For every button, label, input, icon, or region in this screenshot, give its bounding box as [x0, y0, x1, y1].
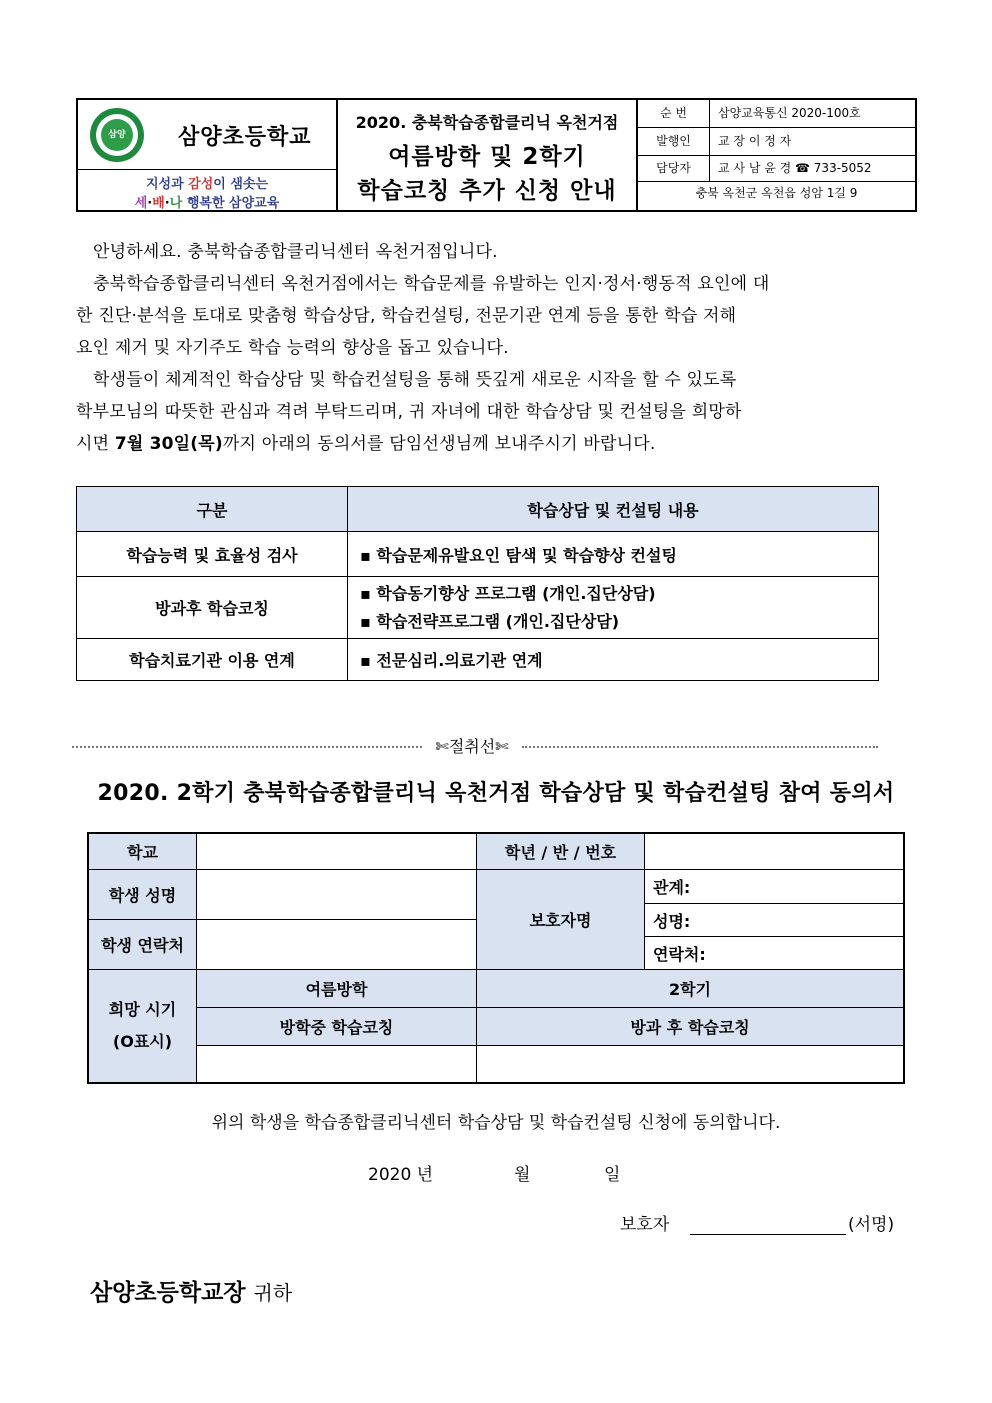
meta-row-manager — [638, 156, 915, 182]
consent-form — [87, 832, 905, 1084]
row-content: ▪ 전문심리.의료기관 연계 — [348, 639, 879, 681]
meta-row-publisher — [638, 128, 915, 156]
meta-value: 교 사 남 윤 경 ☎ 733-5052 — [718, 161, 872, 175]
student-contact-label: 학생 연락처 — [89, 920, 197, 970]
table-row — [77, 577, 879, 639]
meta-row-number — [638, 100, 915, 128]
meta-label: 발행인 — [638, 128, 710, 155]
row-content: ▪ 학습문제유발요인 탐색 및 학습향상 컨설팅 — [348, 532, 879, 577]
row-content — [348, 577, 879, 639]
school-address: 충북 옥천군 옥천읍 성암 1길 9 — [695, 186, 858, 200]
second-semester-label: 2학기 — [477, 970, 903, 1008]
school-field[interactable] — [197, 834, 477, 870]
motto-se: 세 — [134, 196, 148, 211]
text-segment: 까지 아래의 동의서를 담임선생님께 보내주시기 바랍니다. — [222, 434, 656, 454]
summer-vacation-label: 여름방학 — [197, 970, 477, 1008]
grade-class-number-label: 학년 / 반 / 번호 — [477, 834, 645, 870]
guardian-name-field[interactable]: 성명: — [645, 904, 903, 937]
motto-line-1 — [78, 173, 336, 192]
vacation-coaching-label: 방학중 학습코칭 — [197, 1008, 477, 1046]
paragraph-1-line-2: 한 진단·분석을 토대로 맞춤형 학습상담, 학습컨설팅, 전문기관 연계 등을 통한 학습 저해 — [76, 306, 737, 326]
motto-tail: 이 샘솟는 — [213, 177, 269, 192]
consent-form-title: 2020. 2학기 충북학습종합클리닉 옥천거점 학습상담 및 학습컨설팅 참여 동의서 — [97, 781, 895, 806]
after-school-coaching-label: 방과 후 학습코칭 — [477, 1008, 903, 1046]
date-month: 월 — [514, 1165, 531, 1185]
meta-value: 교 장 이 정 자 — [718, 134, 792, 148]
after-school-coaching-mark-field[interactable] — [477, 1046, 903, 1082]
emblem-text: 삼양 — [108, 130, 126, 140]
motto-connector: 과 — [171, 177, 189, 192]
title-line-2: 여름방학 및 2학기 — [388, 144, 586, 170]
student-contact-field[interactable] — [197, 920, 477, 970]
title-block — [338, 100, 638, 210]
table-row — [77, 639, 879, 681]
paragraph-2-line-1: 학생들이 체계적인 학습상담 및 학습컨설팅을 통해 뜻깊게 새로운 시작을 할 수 있도록 — [93, 370, 737, 390]
signature-mark: (서명) — [848, 1215, 895, 1235]
date-year: 2020 년 — [368, 1165, 434, 1185]
guardian-label: 보호자명 — [477, 870, 645, 970]
guardian-relation-field[interactable]: 관계: — [645, 870, 903, 904]
title-line-1: 2020. 충북학습종합클리닉 옥천거점 — [355, 113, 619, 132]
meta-block — [638, 100, 915, 210]
row-category: 학습치료기관 이용 연계 — [77, 639, 348, 681]
cut-label: ✄절취선✄ — [435, 737, 509, 756]
guardian-contact-field[interactable]: 연락처: — [645, 937, 903, 970]
content-item: ▪ 학습동기향상 프로그램 (개인.집단상담) — [360, 583, 656, 603]
paragraph-1-line-3: 요인 제거 및 자기주도 학습 능력의 향상을 돕고 있습니다. — [76, 338, 509, 358]
recipient — [90, 1274, 292, 1307]
consent-statement: 위의 학생을 학습종합클리닉센터 학습상담 및 학습컨설팅 신청에 동의합니다. — [211, 1113, 781, 1133]
student-name-field[interactable] — [197, 870, 477, 920]
motto-line-2 — [78, 192, 336, 211]
desired-period-label — [89, 970, 197, 1082]
paragraph-2-line-3 — [76, 428, 921, 460]
motto-dot: · — [147, 196, 153, 211]
row-category: 방과후 학습코칭 — [77, 577, 348, 639]
school-name-area — [78, 100, 336, 170]
school-name: 삼양초등학교 — [178, 125, 312, 150]
school-block — [78, 100, 338, 210]
header-category: 구분 — [77, 487, 348, 532]
recipient-honorific: 귀하 — [253, 1281, 293, 1305]
vacation-coaching-mark-field[interactable] — [197, 1046, 477, 1082]
recipient-name: 삼양초등학교장 — [90, 1280, 246, 1306]
greeting: 안녕하세요. 충북학습종합클리닉센터 옥천거점입니다. — [93, 242, 498, 262]
period-label-line-1: 희망 시기 — [108, 1000, 177, 1019]
text-segment: 시면 — [76, 434, 115, 454]
row-category: 학습능력 및 효율성 검사 — [77, 532, 348, 577]
table-row — [77, 532, 879, 577]
paragraph-1-line-1: 충북학습종합클리닉센터 옥천거점에서는 학습문제를 유발하는 인지·정서·행동적 요인에 대 — [93, 274, 770, 294]
content-item: ▪ 학습전략프로그램 (개인.집단상담) — [360, 611, 620, 631]
motto-word-emotion: 감성 — [188, 177, 214, 192]
program-table — [76, 486, 879, 681]
table-header-row — [77, 487, 879, 532]
meta-label: 담당자 — [638, 156, 710, 181]
header-content: 학습상담 및 컨설팅 내용 — [348, 487, 879, 532]
period-label-line-2: (O표시) — [112, 1032, 173, 1051]
student-name-label: 학생 성명 — [89, 870, 197, 920]
motto-bae: 배 — [152, 196, 165, 211]
motto-happy: 행복한 삼양교육 — [182, 196, 280, 211]
motto-word-intellect: 지성 — [145, 177, 172, 192]
meta-label: 순 번 — [638, 100, 710, 127]
title-line-3: 학습코칭 추가 신청 안내 — [357, 178, 617, 204]
grade-class-number-field[interactable] — [645, 834, 903, 870]
motto-na: 나 — [169, 196, 183, 211]
cut-line-left — [72, 746, 422, 748]
motto-dot: · — [164, 196, 170, 211]
signature-line[interactable] — [690, 1234, 846, 1235]
deadline-date: 7월 30일(목) — [114, 434, 223, 454]
date-day: 일 — [604, 1165, 621, 1185]
meta-value: 삼양교육통신 2020-100호 — [718, 106, 861, 120]
guardian-signature-label: 보호자 — [620, 1215, 670, 1235]
document-header — [76, 98, 917, 212]
school-label: 학교 — [89, 834, 197, 870]
cut-line-right — [522, 746, 878, 748]
paragraph-2-line-2: 학부모님의 따뜻한 관심과 격려 부탁드리며, 귀 자녀에 대한 학습상담 및 컨설팅을 희망하 — [76, 402, 742, 422]
